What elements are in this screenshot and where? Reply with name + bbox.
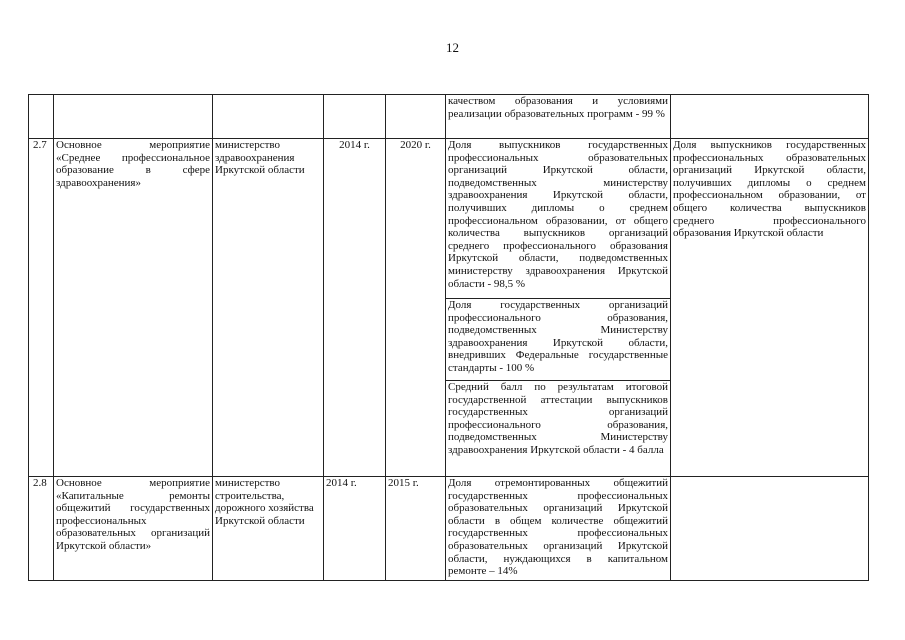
- cell-executor: министерство здравоохранения Иркутской области: [213, 139, 324, 477]
- cell-start: [324, 95, 386, 139]
- table-row-continuation: [29, 95, 869, 139]
- cell-end: [386, 95, 446, 139]
- table-row: [29, 477, 869, 581]
- program-measures-table: [28, 94, 869, 581]
- cell-target: [671, 477, 869, 581]
- cell-start: 2014 г.: [324, 139, 386, 477]
- cell-measure: Основное мероприятие «Капитальные ремонты общежитий государственных профессиональных образовательных организаций Иркутской области»: [54, 477, 213, 581]
- cell-indicator: Средний балл по результатам итоговой государственной аттестации выпускников государственных организаций профессионального образования, подведомственных Министерству здравоохранения Иркутской области - 4 балла: [446, 381, 671, 477]
- page-number: 12: [446, 40, 459, 55]
- cell-measure: [54, 95, 213, 139]
- cell-end: 2015 г.: [386, 477, 446, 581]
- cell-start: 2014 г.: [324, 477, 386, 581]
- cell-indicator: Доля отремонтированных общежитий государственных профессиональных образовательных организаций Иркутской области в общем количестве общежитий государственных профессиональных образовательных организаций Иркутской области, нуждающихся в капитальном ремонте – 14%: [446, 477, 671, 581]
- cell-target: [671, 95, 869, 139]
- cell-target: Доля выпускников государственных профессиональных образовательных организаций Иркутской области, получивших дипломы о среднем профессиональном образовании, от общего количества выпускников среднего профессионального образования Иркутской области: [671, 139, 869, 477]
- cell-end: 2020 г.: [386, 139, 446, 477]
- cell-indicator: Доля выпускников государственных профессиональных образовательных организаций Иркутской области, подведомственных министерству здравоохранения Иркутской области, получивших дипломы о среднем профессиональном образовании, от общего количества выпускников организаций среднего профессионального образования Иркутской области, подведомственных министерству здравоохранения Иркутской области - 98,5 %: [446, 139, 671, 299]
- cell-executor: [213, 95, 324, 139]
- cell-num: 2.7: [29, 139, 54, 477]
- cell-indicator: качеством образования и условиями реализации образовательных программ - 99 %: [446, 95, 671, 139]
- cell-executor: министерство строительства, дорожного хозяйства Иркутской области: [213, 477, 324, 581]
- cell-measure: Основное мероприятие «Среднее профессиональное образование в сфере здравоохранения»: [54, 139, 213, 477]
- cell-num: [29, 95, 54, 139]
- cell-num: 2.8: [29, 477, 54, 581]
- table-row: [29, 139, 869, 299]
- cell-indicator: Доля государственных организаций профессионального образования, подведомственных Министерству здравоохранения Иркутской области, внедривших Федеральные государственные стандарты - 100 %: [446, 299, 671, 381]
